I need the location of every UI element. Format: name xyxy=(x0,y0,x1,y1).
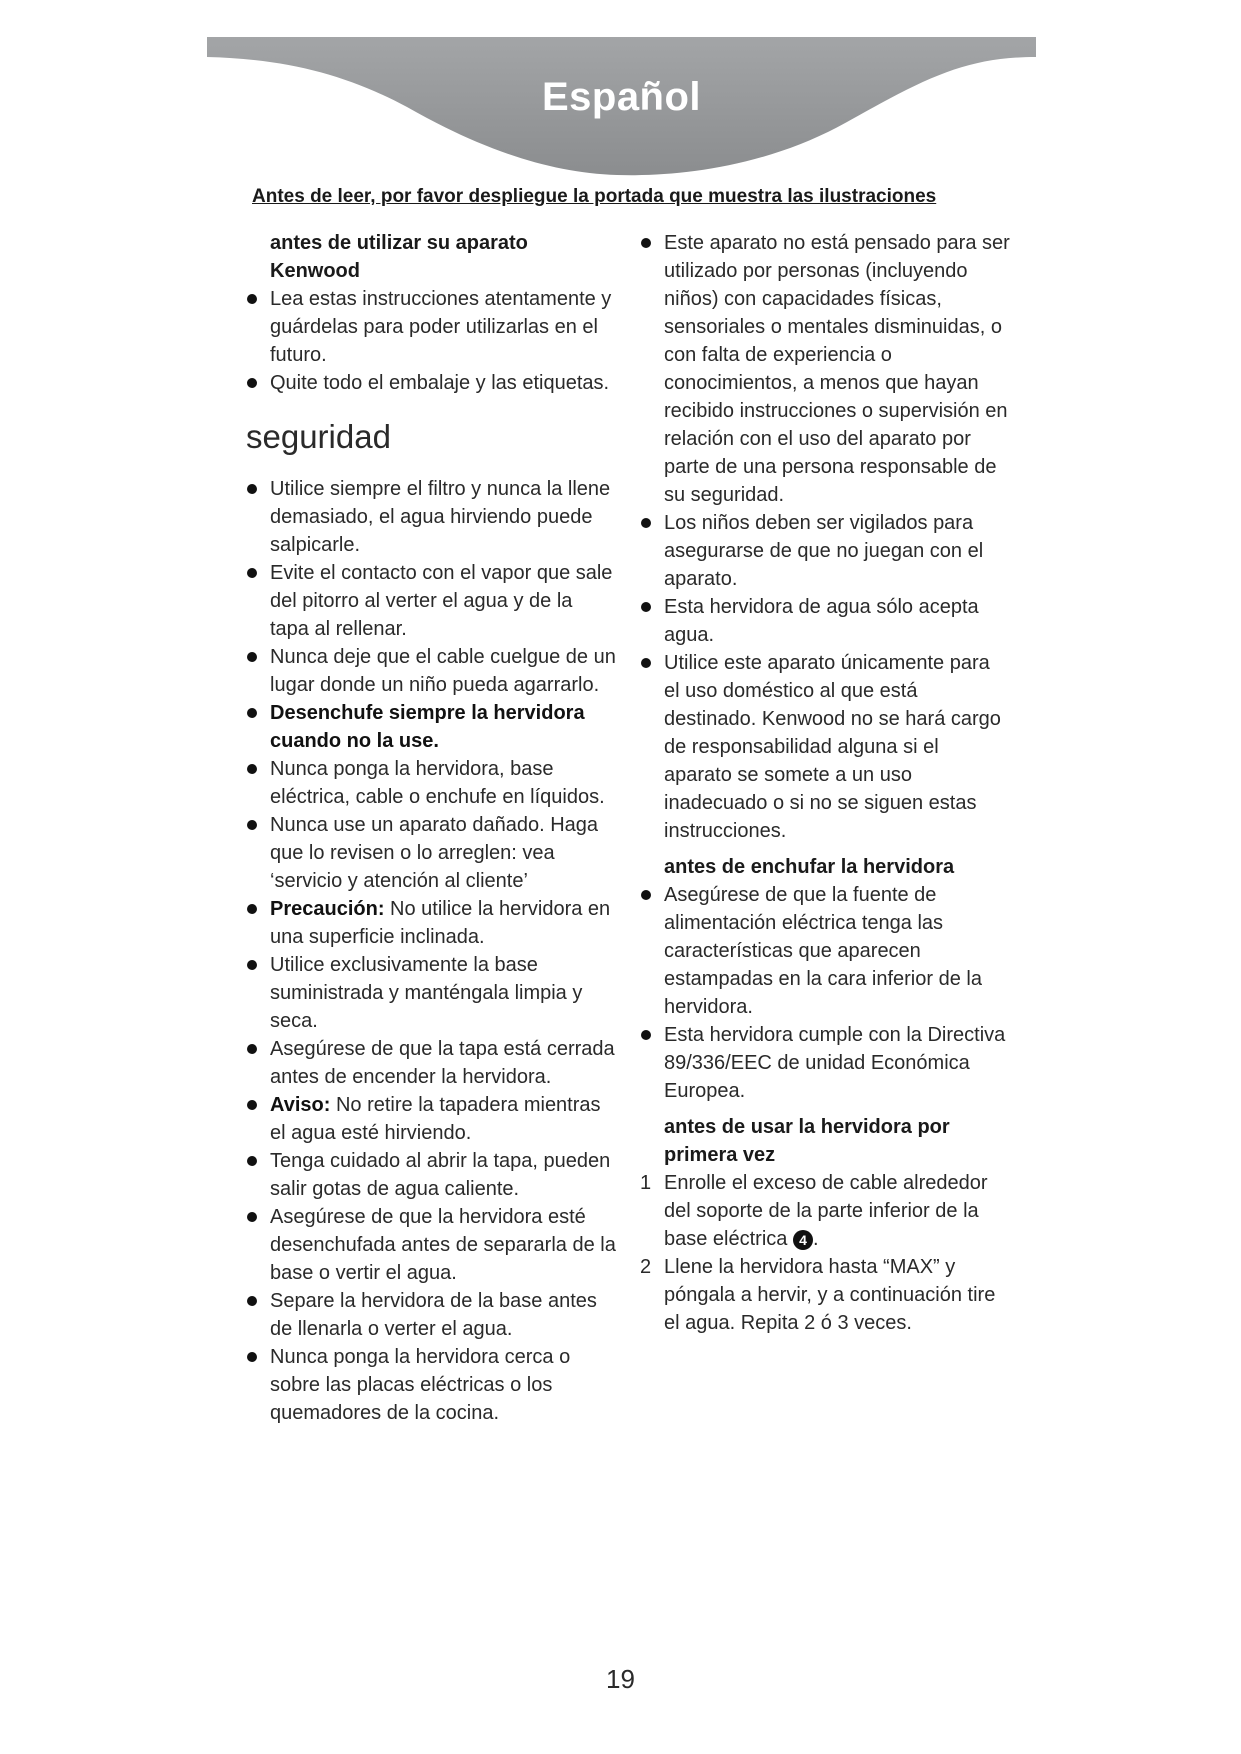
right-column xyxy=(640,229,1010,1337)
list-item: Utilice este aparato únicamente para el uso doméstico al que está destinado. Kenwood no se hará cargo de responsabilidad alguna si el aparato se somete a un uso inadecuado o si no se siguen estas instrucciones. xyxy=(640,649,1010,845)
bullet-icon xyxy=(247,904,257,914)
list-item: Precaución: No utilice la hervidora en una superficie inclinada. xyxy=(246,895,616,951)
bullet-icon xyxy=(247,1044,257,1054)
figure-ref-icon: 4 xyxy=(793,1230,813,1250)
bullet-icon xyxy=(247,652,257,662)
list-item: Evite el contacto con el vapor que sale del pitorro al verter el agua y de la tapa al rellenar. xyxy=(246,559,616,643)
bullet-icon xyxy=(641,890,651,900)
caution-label: Precaución: xyxy=(270,898,385,920)
list-item: Utilice siempre el filtro y nunca la llene demasiado, el agua hirviendo puede salpicarle. xyxy=(246,475,616,559)
section-header xyxy=(207,37,1036,187)
bullet-icon xyxy=(641,602,651,612)
bullet-icon xyxy=(247,1156,257,1166)
list-item: Tenga cuidado al abrir la tapa, pueden salir gotas de agua caliente. xyxy=(246,1147,616,1203)
before-use-list xyxy=(246,285,616,397)
bullet-icon xyxy=(247,484,257,494)
safety-heading: seguridad xyxy=(246,418,391,455)
list-item: Nunca deje que el cable cuelgue de un lugar donde un niño pueda agarrarlo. xyxy=(246,643,616,699)
first-use-steps xyxy=(640,1169,1010,1337)
list-item: Asegúrese de que la hervidora esté desenchufada antes de separarla de la base o vertir el agua. xyxy=(246,1203,616,1287)
bullet-icon xyxy=(641,1030,651,1040)
page-language-title: Español xyxy=(541,75,702,119)
list-item: Asegúrese de que la fuente de alimentación eléctrica tenga las características que aparecen estampadas en la cara inferior de la hervidora. xyxy=(640,881,1010,1021)
step-number: 2 xyxy=(640,1256,652,1278)
list-item: Asegúrese de que la tapa está cerrada antes de encender la hervidora. xyxy=(246,1035,616,1091)
bullet-icon xyxy=(247,960,257,970)
list-item: Este aparato no está pensado para ser utilizado por personas (incluyendo niños) con capacidades físicas, sensoriales o mentales disminuidas, o con falta de experiencia o conocimientos, a menos que hayan recibido instrucciones o supervisión en relación con el uso del aparato por parte de una persona responsable de su seguridad. xyxy=(640,229,1010,509)
bullet-icon xyxy=(641,658,651,668)
bullet-icon xyxy=(247,1296,257,1306)
bullet-icon xyxy=(247,820,257,830)
bullet-icon xyxy=(247,294,257,304)
bullet-icon xyxy=(641,238,651,248)
warning-label: Aviso: xyxy=(270,1094,331,1116)
first-use-heading: antes de usar la hervidora por primera vez xyxy=(664,1116,950,1166)
list-item: Quite todo el embalaje y las etiquetas. xyxy=(246,369,616,397)
before-plug-heading: antes de enchufar la hervidora xyxy=(664,856,955,878)
bullet-icon xyxy=(247,378,257,388)
step-number: 1 xyxy=(640,1172,652,1194)
bullet-icon xyxy=(247,708,257,718)
safety-list-continued xyxy=(640,229,1010,845)
list-item: Esta hervidora cumple con la Directiva 89/336/EEC de unidad Económica Europea. xyxy=(640,1021,1010,1105)
before-use-heading: antes de utilizar su aparato Kenwood xyxy=(270,232,528,282)
list-item: Aviso: No retire la tapadera mientras el agua esté hirviendo. xyxy=(246,1091,616,1147)
list-item: Utilice exclusivamente la base suministrada y manténgala limpia y seca. xyxy=(246,951,616,1035)
bullet-icon xyxy=(247,1352,257,1362)
safety-list xyxy=(246,475,616,1427)
before-plug-list xyxy=(640,881,1010,1105)
bullet-icon xyxy=(247,764,257,774)
list-item: Nunca ponga la hervidora cerca o sobre las placas eléctricas o los quemadores de la cocina. xyxy=(246,1343,616,1427)
bullet-icon xyxy=(641,518,651,528)
left-column xyxy=(246,229,616,1427)
list-item: Lea estas instrucciones atentamente y guárdelas para poder utilizarlas en el futuro. xyxy=(246,285,616,369)
step-item: 2 Llene la hervidora hasta “MAX” y póngala a hervir, y a continuación tire el agua. Repita 2 ó 3 veces. xyxy=(640,1253,1010,1337)
bullet-icon xyxy=(247,1100,257,1110)
intro-note: Antes de leer, por favor despliegue la portada que muestra las ilustraciones xyxy=(252,186,937,207)
list-item: Nunca ponga la hervidora, base eléctrica, cable o enchufe en líquidos. xyxy=(246,755,616,811)
bullet-icon xyxy=(247,568,257,578)
bullet-icon xyxy=(247,1212,257,1222)
page-number: 19 xyxy=(606,1664,635,1694)
step-item: 1 Enrolle el exceso de cable alrededor del soporte de la parte inferior de la base eléctrica 4 . xyxy=(640,1169,1010,1253)
list-item: Nunca use un aparato dañado. Haga que lo revisen o lo arreglen: vea ‘servicio y atención al cliente’ xyxy=(246,811,616,895)
list-item: Separe la hervidora de la base antes de llenarla o verter el agua. xyxy=(246,1287,616,1343)
list-item: Esta hervidora de agua sólo acepta agua. xyxy=(640,593,1010,649)
list-item: Los niños deben ser vigilados para asegurarse de que no juegan con el aparato. xyxy=(640,509,1010,593)
list-item: Desenchufe siempre la hervidora cuando no la use. xyxy=(246,699,616,755)
